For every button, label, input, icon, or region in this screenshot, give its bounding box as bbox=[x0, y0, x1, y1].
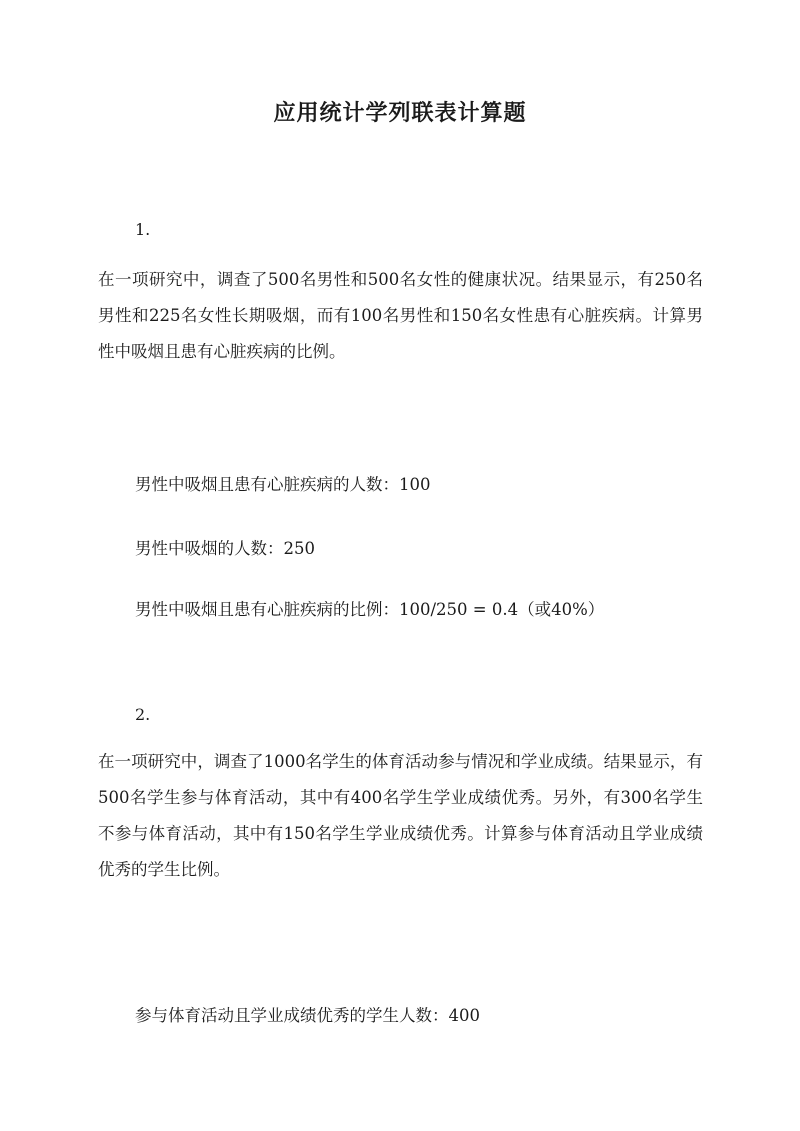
problem-2-number: 2. bbox=[135, 705, 151, 724]
problem-1-line-2: 男性中吸烟的人数：250 bbox=[135, 539, 315, 558]
problem-1-line-3: 男性中吸烟且患有心脏疾病的比例：100/250 = 0.4（或40%） bbox=[135, 600, 605, 619]
document-title: 应用统计学列联表计算题 bbox=[273, 100, 527, 126]
problem-1-line-1: 男性中吸烟且患有心脏疾病的人数：100 bbox=[135, 475, 431, 494]
problem-1-number: 1. bbox=[135, 220, 151, 239]
problem-1-statement: 在一项研究中，调查了500名男性和500名女性的健康状况。结果显示，有250名男性和225名女性长期吸烟，而有100名男性和150名女性患有心脏疾病。计算男性中吸烟且患有心脏疾病的比例。 bbox=[98, 270, 703, 361]
problem-2-line-1: 参与体育活动且学业成绩优秀的学生人数：400 bbox=[135, 1006, 480, 1025]
problem-2-statement: 在一项研究中，调查了1000名学生的体育活动参与情况和学业成绩。结果显示，有500名学生参与体育活动，其中有400名学生学业成绩优秀。另外，有300名学生不参与体育活动，其中有150名学生学业成绩优秀。计算参与体育活动且学业成绩优秀的学生比例。 bbox=[98, 752, 703, 879]
